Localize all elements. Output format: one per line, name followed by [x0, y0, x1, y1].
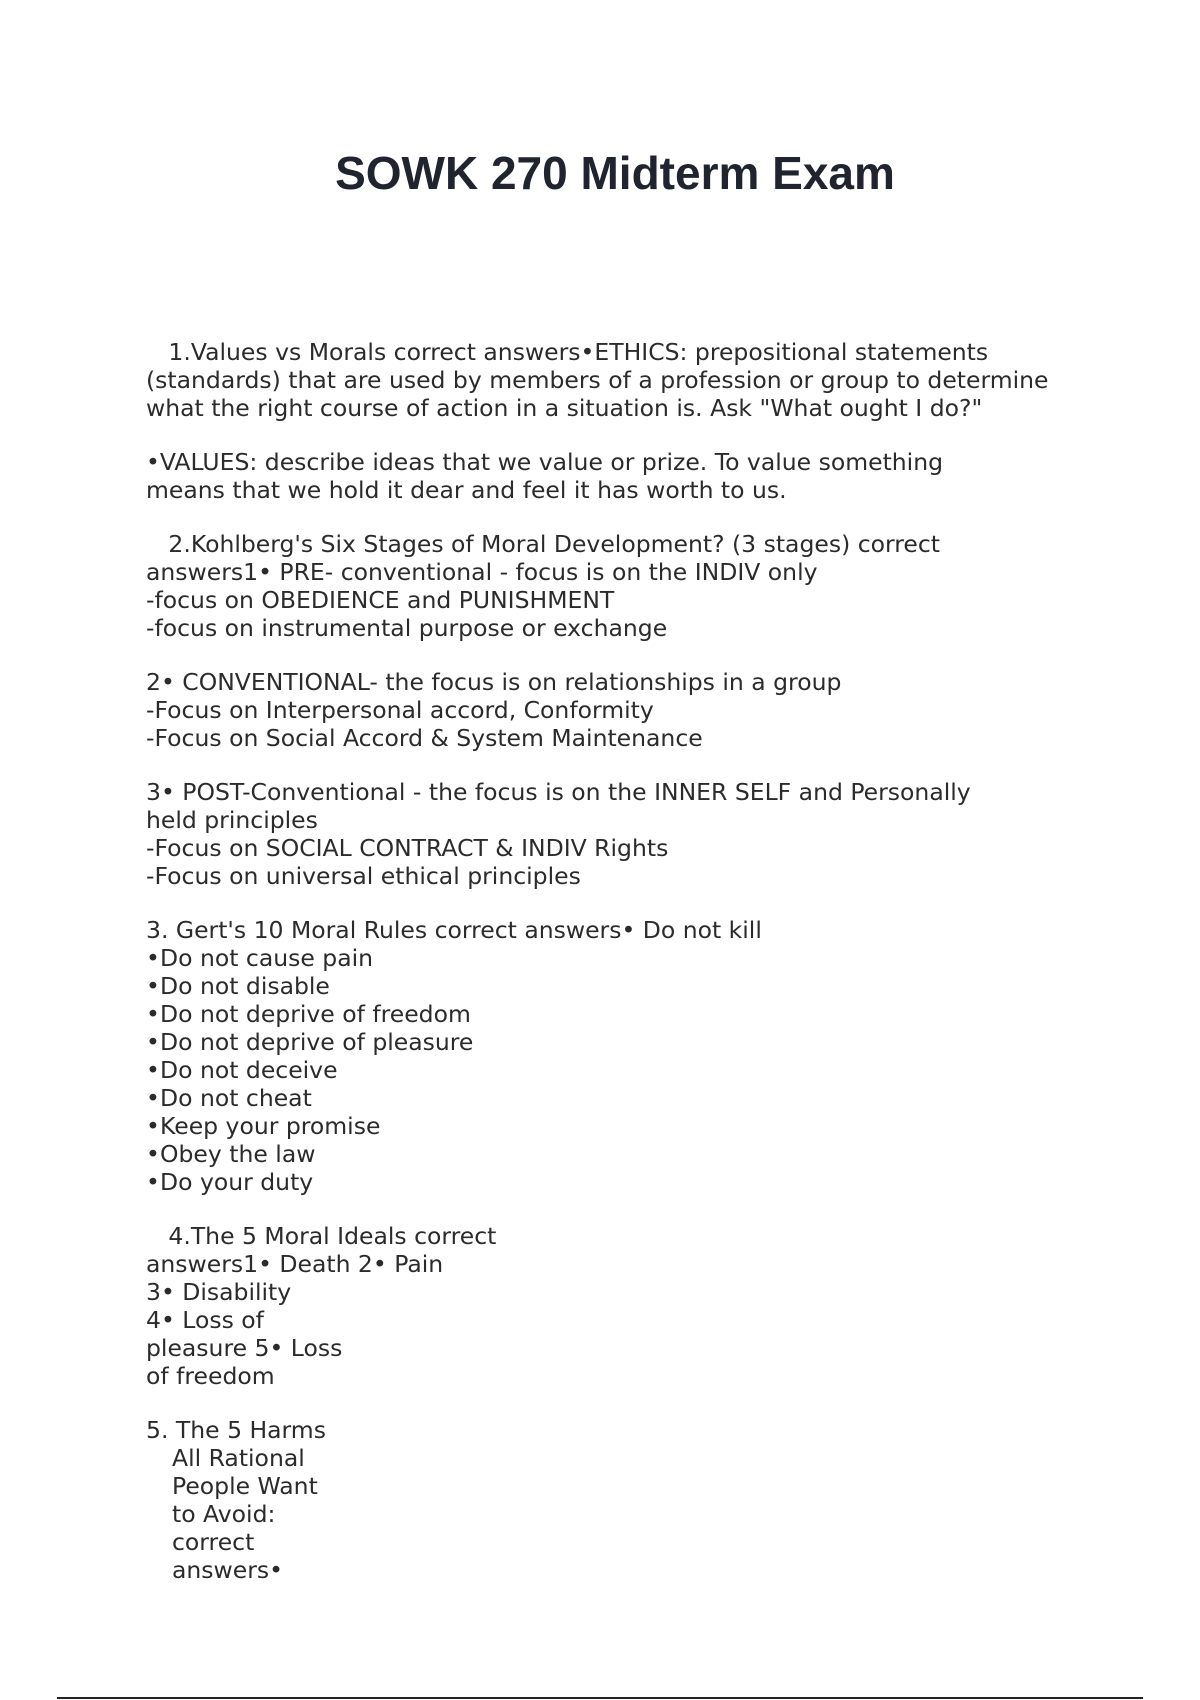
q2-conventional-line: 2• CONVENTIONAL- the focus is on relationships in a group — [146, 668, 842, 696]
q2-line: answers1• PRE- conventional - focus is on the INDIV only — [146, 558, 818, 586]
q5-line: All Rational — [172, 1444, 305, 1472]
q5-first-line: 5. The 5 Harms — [146, 1416, 326, 1444]
q2-post-line: held principles — [146, 806, 318, 834]
q4-line: 4.The 5 Moral Ideals correct — [146, 1222, 497, 1250]
q2-conventional-line: -Focus on Social Accord & System Maintenance — [146, 724, 703, 752]
moral-rule-item — [146, 1140, 1106, 1168]
bullet-icon: • — [146, 1028, 160, 1056]
bullet-icon: • — [146, 1056, 160, 1084]
q2-post-line: -Focus on universal ethical principles — [146, 862, 581, 890]
question-2-conventional — [146, 668, 1106, 752]
q5-line: to Avoid: — [172, 1500, 276, 1528]
q1-line: (standards) that are used by members of a profession or group to determine — [146, 366, 1049, 394]
moral-rule-text: Do not deprive of freedom — [160, 1000, 471, 1028]
moral-rule-item — [146, 1028, 1106, 1056]
question-5 — [146, 1416, 1106, 1584]
q4-line: of freedom — [146, 1362, 275, 1390]
q5-line: correct — [172, 1528, 255, 1556]
moral-rule-item — [146, 1168, 1106, 1196]
q4-line: 3• Disability — [146, 1278, 292, 1306]
moral-rule-text: Do not cause pain — [160, 944, 374, 972]
question-1 — [146, 338, 1106, 422]
moral-rule-text: Do your duty — [160, 1168, 314, 1196]
question-4 — [146, 1222, 1106, 1390]
moral-rule-text: Keep your promise — [160, 1112, 381, 1140]
document-body — [146, 338, 1106, 1610]
moral-rule-item — [146, 1000, 1106, 1028]
q1-values-line: means that we hold it dear and feel it has worth to us. — [146, 476, 787, 504]
q5-line: answers• — [172, 1556, 283, 1584]
page-bottom-rule — [57, 1697, 1143, 1699]
question-3 — [146, 916, 1106, 1196]
moral-rule-item — [146, 944, 1106, 972]
q5-line: People Want — [172, 1472, 318, 1500]
bullet-icon: • — [146, 1140, 160, 1168]
q2-line: -focus on OBEDIENCE and PUNISHMENT — [146, 586, 615, 614]
q1-line: 1.Values vs Morals correct answers•ETHICS: prepositional statements — [146, 338, 989, 366]
q4-line: 4• Loss of — [146, 1306, 264, 1334]
document-title: SOWK 270 Midterm Exam — [335, 147, 895, 199]
moral-rule-item — [146, 1112, 1106, 1140]
moral-rule-item — [146, 1056, 1106, 1084]
bullet-icon: • — [146, 1000, 160, 1028]
moral-rule-item — [146, 1084, 1106, 1112]
bullet-icon: • — [146, 972, 160, 1000]
moral-rule-text: Obey the law — [160, 1140, 316, 1168]
moral-rule-text: Do not disable — [160, 972, 330, 1000]
q3-first-line: 3. Gert's 10 Moral Rules correct answers• Do not kill — [146, 916, 762, 944]
moral-rules-list — [146, 944, 1106, 1196]
bullet-icon: • — [146, 1168, 160, 1196]
q2-post-line: -Focus on SOCIAL CONTRACT & INDIV Rights — [146, 834, 669, 862]
q2-post-line: 3• POST-Conventional - the focus is on the INNER SELF and Personally — [146, 778, 971, 806]
q1-values-line: •VALUES: describe ideas that we value or prize. To value something — [146, 448, 944, 476]
bullet-icon: • — [146, 944, 160, 972]
q2-line: 2.Kohlberg's Six Stages of Moral Development? (3 stages) correct — [146, 530, 940, 558]
q1-line: what the right course of action in a situation is. Ask "What ought I do?" — [146, 394, 983, 422]
question-1-values — [146, 448, 1106, 504]
q2-conventional-line: -Focus on Interpersonal accord, Conformity — [146, 696, 654, 724]
moral-rule-text: Do not deceive — [160, 1056, 338, 1084]
bullet-icon: • — [146, 1084, 160, 1112]
bullet-icon: • — [146, 1112, 160, 1140]
q4-line: pleasure 5• Loss — [146, 1334, 343, 1362]
moral-rule-text: Do not deprive of pleasure — [160, 1028, 474, 1056]
question-2 — [146, 530, 1106, 642]
question-2-post-conventional — [146, 778, 1106, 890]
moral-rule-text: Do not cheat — [160, 1084, 312, 1112]
q2-line: -focus on instrumental purpose or exchange — [146, 614, 668, 642]
q4-line: answers1• Death 2• Pain — [146, 1250, 444, 1278]
moral-rule-item — [146, 972, 1106, 1000]
